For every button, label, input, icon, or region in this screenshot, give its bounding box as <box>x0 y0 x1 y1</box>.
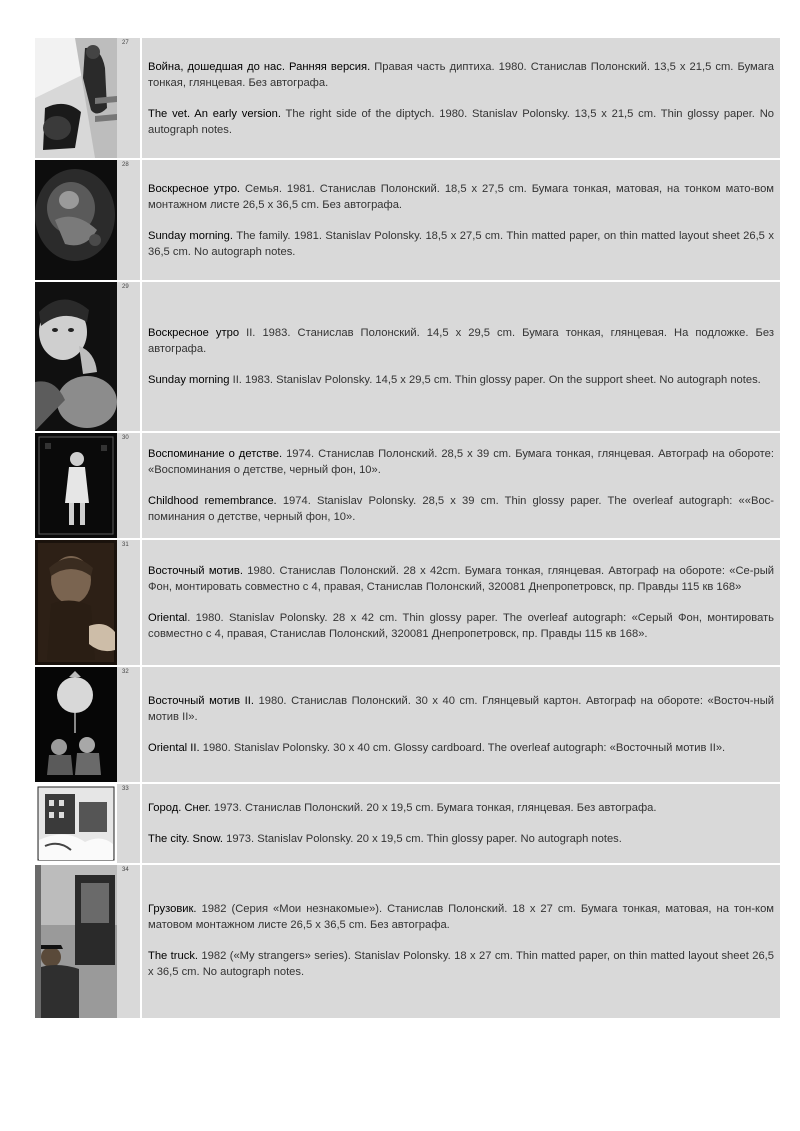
en-caption <box>148 948 774 980</box>
entry-description <box>142 540 780 665</box>
en-title: Oriental <box>148 612 188 624</box>
en-caption <box>148 372 774 388</box>
en-caption <box>148 493 774 525</box>
entry-description <box>142 38 780 158</box>
en-title: The vet. An early version. <box>148 107 281 120</box>
ru-title: Восточный мотив II. <box>148 695 254 707</box>
ru-title: Война, дошедшая до нас. Ранняя версия. <box>148 60 371 73</box>
entry-description <box>142 433 780 538</box>
en-title: Childhood remembrance. <box>148 495 277 507</box>
photo-thumbnail <box>35 282 117 431</box>
entry-number: 33 <box>117 784 142 863</box>
entry-number: 30 <box>117 433 142 538</box>
en-title: The truck. <box>148 950 199 962</box>
table-row <box>35 865 780 1020</box>
ru-title: Грузовик. <box>148 903 197 915</box>
table-row <box>35 784 780 865</box>
ru-caption <box>148 181 774 213</box>
ru-caption <box>148 693 774 725</box>
en-caption <box>148 740 774 756</box>
photo-thumbnail <box>35 784 117 863</box>
entry-number: 29 <box>117 282 142 431</box>
ru-title: Воспоминание о детстве. <box>148 448 283 460</box>
table-row <box>35 667 780 784</box>
entry-description <box>142 667 780 782</box>
en-details: II. 1983. Stanislav Polonsky. 14,5 x 29,5 cm. Thin glossy paper. On the support sheet. No autograph notes. <box>229 374 761 386</box>
en-details: 1982 («My strangers» series). Stanislav Polonsky. 18 x 27 cm. Thin matted paper, on thin matted layout sheet 26,5 x 36,5 cm. No autograph notes. <box>148 950 774 978</box>
en-caption <box>148 228 774 260</box>
entry-number: 27 <box>117 38 142 158</box>
en-details: The family. 1981. Stanislav Polonsky. 18,5 x 27,5 cm. Thin matted paper, on thin matted layout sheet 26,5 x 36,5 cm. No autograph notes. <box>148 229 774 258</box>
en-details: . 1980. Stanislav Polonsky. 28 x 42 cm. Thin glossy paper. The overleaf autograph: «Серый Фон, монтировать совместно с 4, правая, Станислав Полонский, 320081 Днепропетровск, пр. Правды 115 кв 168». <box>148 612 774 640</box>
ru-details: 1974. Станислав Полонский. 28,5 x 39 cm. Бумага тонкая, глянцевая. Автограф на обороте: «Воспоминания о детстве, черный фон, 10». <box>148 448 774 476</box>
ru-title: Восточный мотив. <box>148 565 243 577</box>
entry-description <box>142 160 780 280</box>
ru-title: Город. Снег. <box>148 802 211 814</box>
table-row <box>35 282 780 433</box>
ru-details: 1973. Станислав Полонский. 20 x 19,5 cm. Бумага тонкая, глянцевая. Без автографа. <box>210 802 657 814</box>
table-row <box>35 160 780 282</box>
en-details: 1980. Stanislav Polonsky. 30 x 40 cm. Glossy cardboard. The overleaf autograph: «Восточный мотив II». <box>199 742 726 754</box>
ru-caption <box>148 901 774 933</box>
photo-thumbnail <box>35 667 117 782</box>
ru-details: 1980. Станислав Полонский. 30 x 40 cm. Глянцевый картон. Автограф на обороте: «Восточ-ный мотив II». <box>148 695 774 723</box>
table-row <box>35 540 780 667</box>
photo-thumbnail <box>35 433 117 538</box>
en-details: 1973. Stanislav Polonsky. 20 x 19,5 cm. Thin glossy paper. No autograph notes. <box>223 833 622 845</box>
en-details: 1974. Stanislav Polonsky. 28,5 x 39 cm. Thin glossy paper. The overleaf autograph: ««Вос-поминания о детстве, черный фон, 10». <box>148 495 774 523</box>
entry-number: 34 <box>117 865 142 1018</box>
en-title: Sunday morning <box>148 374 230 386</box>
catalog-table <box>35 38 780 1020</box>
en-caption <box>148 831 774 847</box>
ru-caption <box>148 325 774 357</box>
ru-caption <box>148 563 774 595</box>
entry-number: 31 <box>117 540 142 665</box>
entry-description <box>142 784 780 863</box>
photo-thumbnail <box>35 865 117 1018</box>
table-row <box>35 433 780 540</box>
ru-title: Воскресное утро. <box>148 182 241 195</box>
ru-caption <box>148 59 774 91</box>
ru-details: 1982 (Серия «Мои незнакомые»). Станислав Полонский. 18 x 27 cm. Бумага тонкая, матовая, на тон-ком матовом монтажном листе 26,5 x 36,5 cm. Без автографа. <box>148 903 774 931</box>
entry-number: 32 <box>117 667 142 782</box>
ru-details: Семья. 1981. Станислав Полонский. 18,5 x 27,5 cm. Бумага тонкая, матовая, на тонком мато-вом монтажном листе 26,5 x 36,5 cm. Без автографа. <box>148 182 774 211</box>
table-row <box>35 38 780 160</box>
entry-number: 28 <box>117 160 142 280</box>
ru-details: 1980. Станислав Полонский. 28 x 42cm. Бумага тонкая, глянцевая. Автограф на обороте: «Се-рый Фон, монтировать совместно с 4, правая, Станислав Полонский, 320081 Днепропетровск, пр. Правды 115 кв 168» <box>148 565 774 593</box>
entry-description <box>142 865 780 1018</box>
en-caption <box>148 106 774 138</box>
en-details: The right side of the diptych. 1980. Stanislav Polonsky. 13,5 x 21,5 cm. Thin glossy paper. No autograph notes. <box>148 107 775 136</box>
en-title: The city. Snow. <box>148 833 224 845</box>
photo-thumbnail <box>35 160 117 280</box>
ru-caption <box>148 800 774 816</box>
ru-details: II. 1983. Станислав Полонский. 14,5 x 29,5 cm. Бумага тонкая, глянцевая. На подложке. Без автографа. <box>148 327 774 355</box>
en-caption <box>148 610 774 642</box>
ru-caption <box>148 446 774 478</box>
photo-thumbnail <box>35 38 117 158</box>
en-title: Oriental II. <box>148 742 200 754</box>
photo-thumbnail <box>35 540 117 665</box>
ru-details: Правая часть диптиха. 1980. Станислав Полонский. 13,5 x 21,5 cm. Бумага тонкая, глянцевая. Без автографа. <box>148 60 775 89</box>
entry-description <box>142 282 780 431</box>
en-title: Sunday morning. <box>148 229 233 242</box>
ru-title: Воскресное утро <box>148 327 240 339</box>
